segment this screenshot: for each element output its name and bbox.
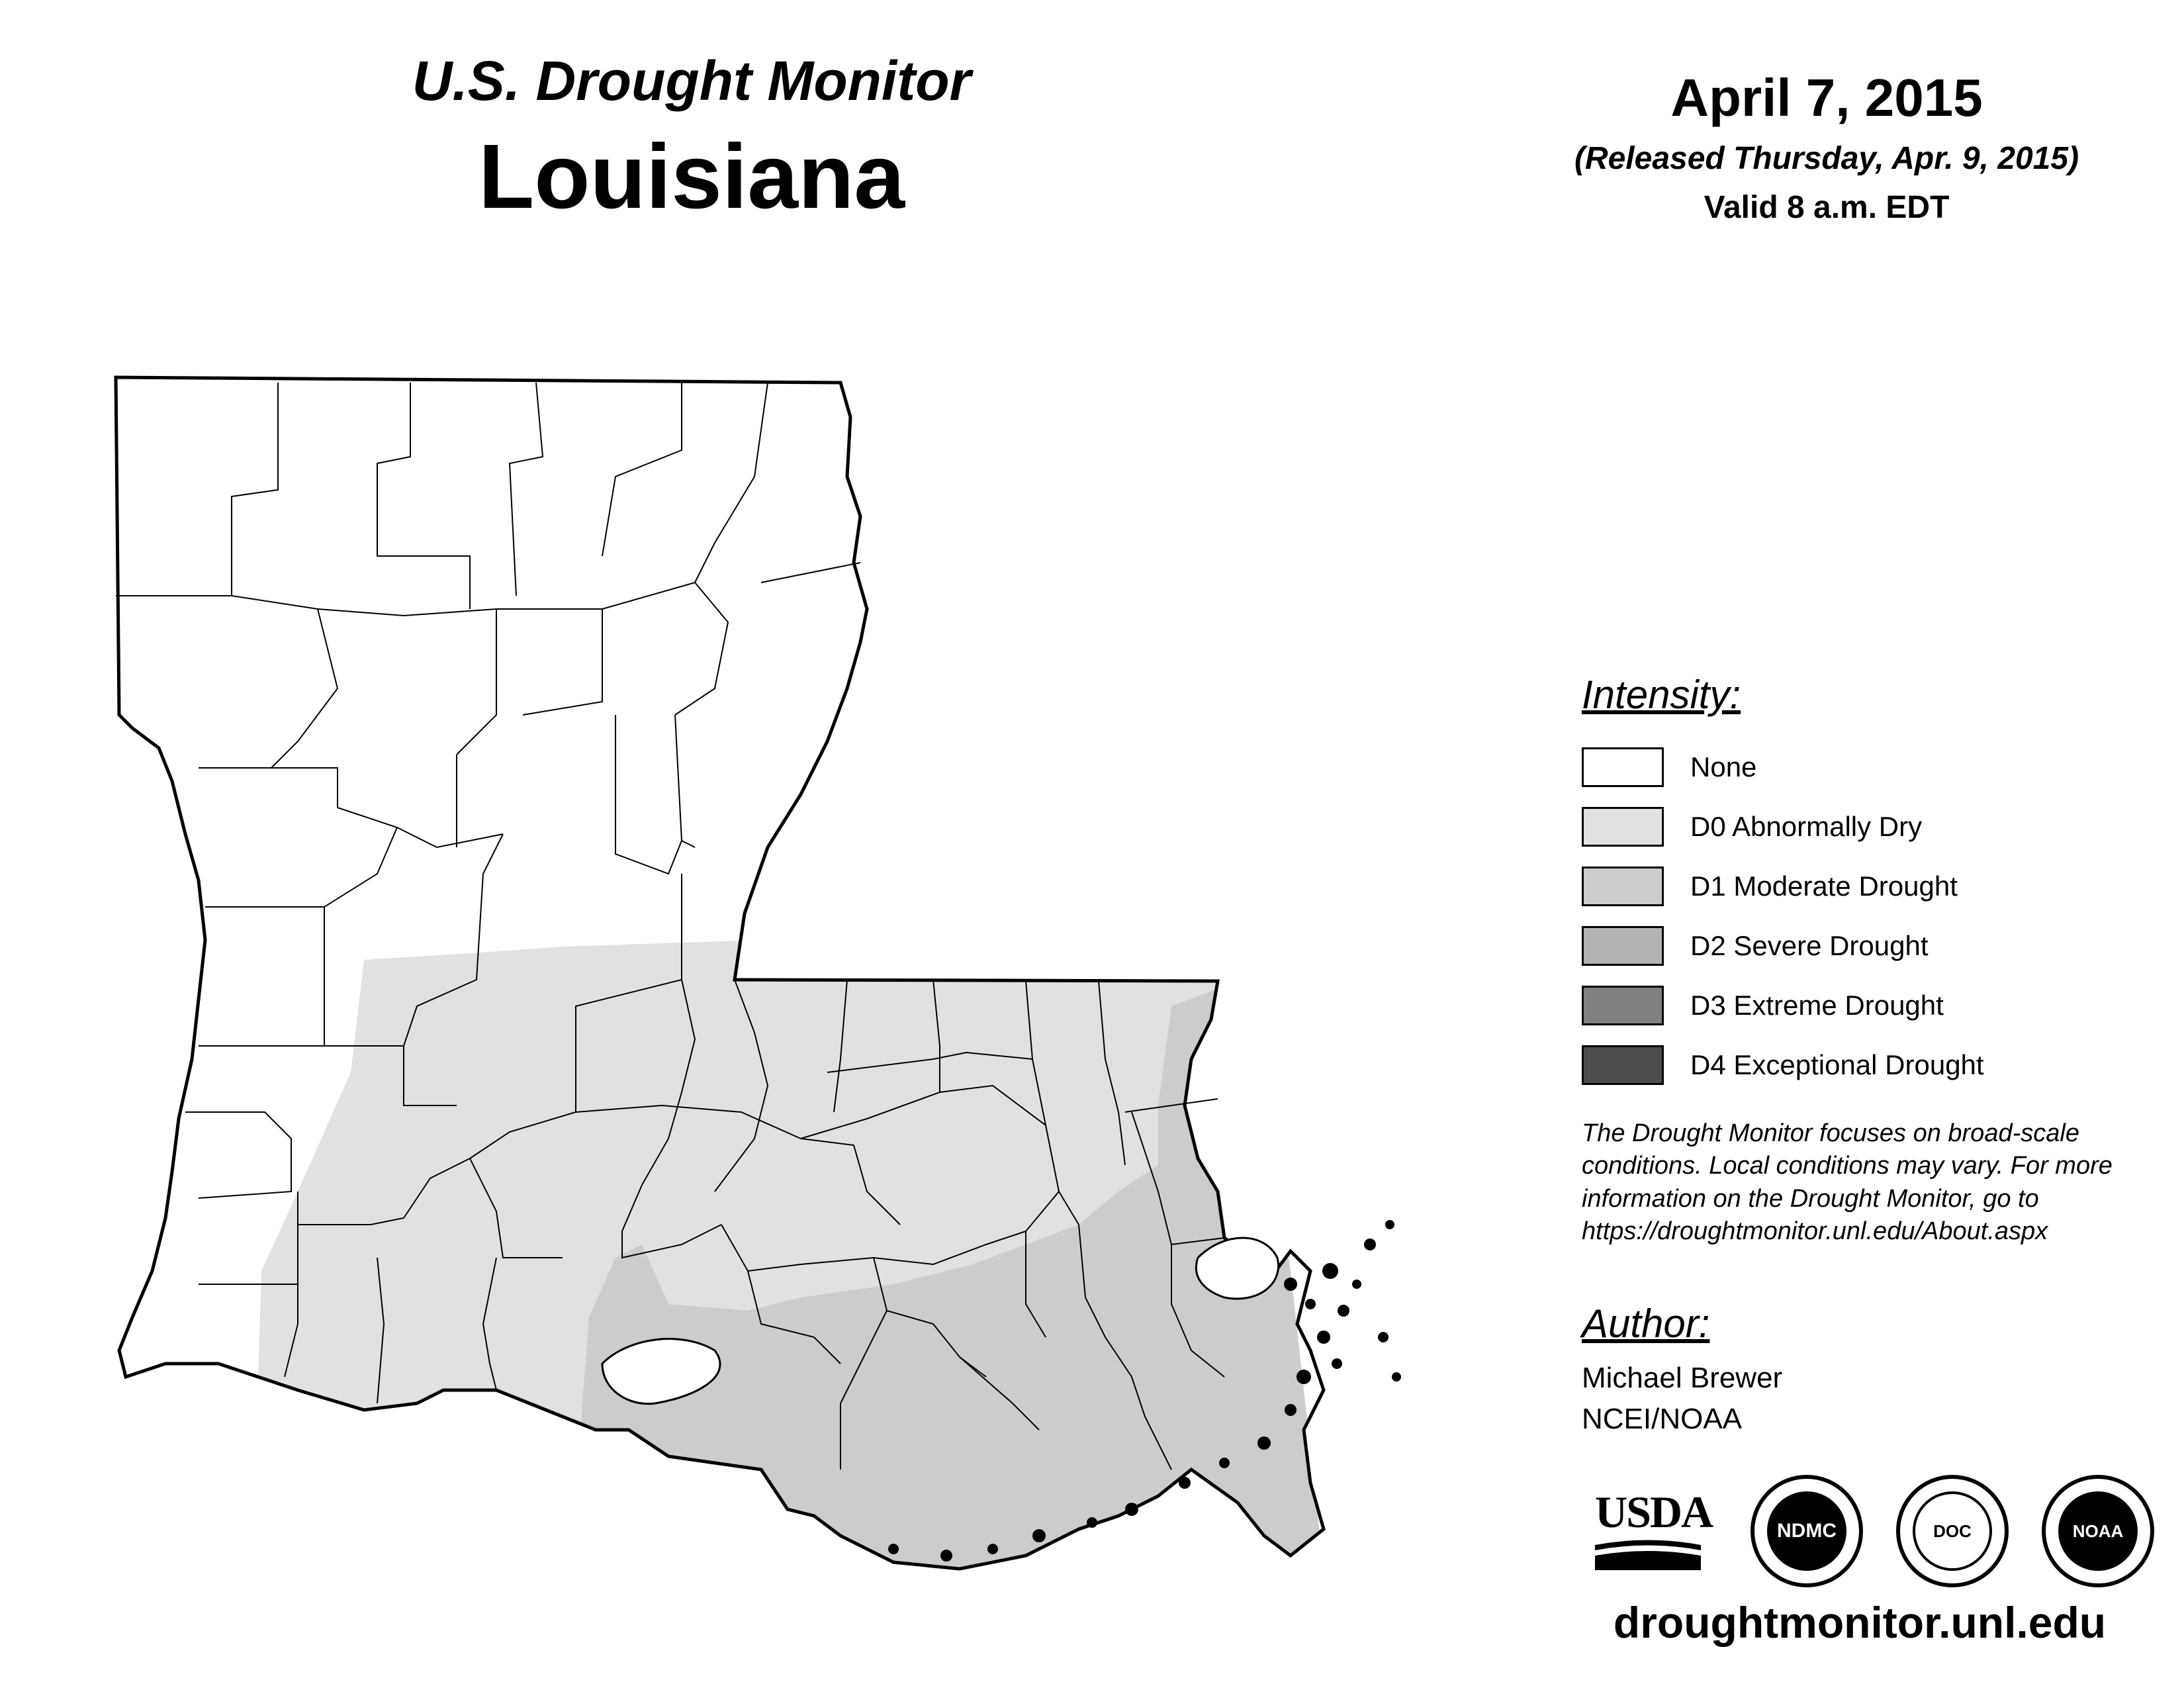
doc-seal-text: DOC <box>1913 1491 1992 1571</box>
legend-item-none <box>1582 737 2151 797</box>
legend-label-d3: D3 Extreme Drought <box>1690 990 1944 1021</box>
valid-time: Valid 8 a.m. EDT <box>1704 190 1950 225</box>
author-heading: Author: <box>1582 1301 1710 1346</box>
legend-item-d4 <box>1582 1035 2151 1095</box>
legend-title: Intensity: <box>1582 673 1741 717</box>
legend-label-d1: D1 Moderate Drought <box>1690 870 1958 902</box>
legend-item-d3 <box>1582 976 2151 1035</box>
legend-swatch-d1 <box>1582 867 1664 906</box>
legend-item-d1 <box>1582 857 2151 916</box>
map-date: April 7, 2015 <box>1670 68 1983 127</box>
usda-logo <box>1595 1489 1714 1569</box>
date-block <box>1443 68 2184 225</box>
legend-swatch-d2 <box>1582 926 1664 966</box>
legend-swatch-d3 <box>1582 986 1664 1025</box>
legend-label-none: None <box>1690 751 1757 782</box>
legend-label-d4: D4 Exceptional Drought <box>1690 1049 1984 1080</box>
noaa-logo <box>2042 1475 2154 1587</box>
author-name: Michael Brewer <box>1582 1362 1783 1394</box>
state-title: Louisiana <box>478 126 905 228</box>
legend-label-d2: D2 Severe Drought <box>1690 930 1929 961</box>
map-subtitle: U.S. Drought Monitor <box>412 50 972 112</box>
release-date: (Released Thursday, Apr. 9, 2015) <box>1574 141 2079 176</box>
title-block <box>251 50 1132 228</box>
legend-item-d0 <box>1582 797 2151 857</box>
legend-item-d2 <box>1582 916 2151 976</box>
usda-logo-bars <box>1595 1538 1701 1571</box>
disclaimer-note: The Drought Monitor focuses on broad-scale conditions. Local conditions may vary. For more information on the Drought Monitor, go to https://droughtmonitor.unl.edu/About.aspx <box>1582 1119 2113 1246</box>
legend-swatch-d4 <box>1582 1045 1664 1085</box>
department-of-commerce-seal <box>1896 1475 2009 1587</box>
ndmc-logo-text: NDMC <box>1767 1491 1846 1571</box>
noaa-logo-text: NOAA <box>2058 1491 2138 1571</box>
ndmc-logo <box>1751 1475 1863 1587</box>
author-organization: NCEI/NOAA <box>1582 1403 1743 1435</box>
legend-swatch-none <box>1582 747 1664 787</box>
legend-swatch-d0 <box>1582 807 1664 847</box>
usda-logo-text: USDA <box>1595 1487 1713 1537</box>
drought-map <box>99 344 1456 1622</box>
website-url[interactable]: droughtmonitor.unl.edu <box>1613 1598 2107 1647</box>
intensity-legend <box>1582 675 2151 1095</box>
legend-label-d0: D0 Abnormally Dry <box>1690 811 1923 842</box>
